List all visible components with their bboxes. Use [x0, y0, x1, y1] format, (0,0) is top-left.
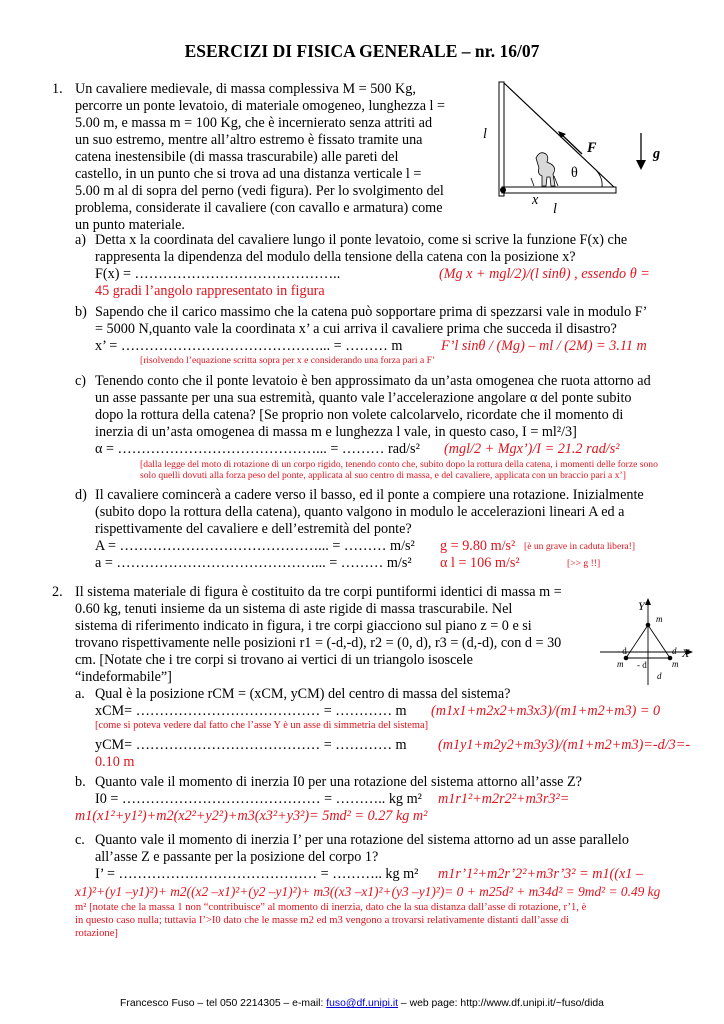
ex2-c-label: c. [75, 832, 85, 848]
ex1-d-question: (subito dopo la rottura della catena), quanto valgono in modulo le accelerazioni lineari A ed a [95, 504, 625, 520]
ex1-d-note-A: [è un grave in caduta libera!] [524, 541, 636, 552]
ex1-b-fill: x’ = ……………………………………... = ……… m [95, 338, 403, 354]
ex2-b-fill: I0 = …………………………………… = ……….. kg m² [95, 791, 422, 807]
ex2-c-question: Quanto vale il momento di inerzia I’ per una rotazione del sistema attorno ad un asse parallelo [95, 832, 629, 848]
ex1-c-question: un asse passante per una sua estremità, quanto vale l’accelerazione angolare α del ponte subito [95, 390, 632, 406]
ex2-c-fill: I’ = …………………………………… = ……….. kg m² [95, 866, 419, 882]
ex1-b-label: b) [75, 304, 87, 320]
ex2-a-answer-y-cont: 0.10 m [95, 754, 135, 770]
fig2-label-Y: Y [638, 599, 645, 613]
fig2-label-X: X [682, 646, 690, 660]
ex1-c-answer: (mgl/2 + Mgx’)/I = 21.2 rad/s² [444, 441, 620, 457]
ex1-c-note: solo quelli dovuti alla forza peso del ponte, applicata al suo centro di massa, e del cavaliere, applicata con un braccio pari a x’] [140, 470, 626, 481]
fig1-label-l-vertical: l [483, 126, 487, 142]
ex2-c-note: rotazione] [75, 928, 118, 939]
fig1-label-theta: θ [571, 165, 578, 181]
fig2-label-neg-d-top: - d [617, 646, 627, 656]
ex1-intro-line: un suo estremo, mentre all’altro estremo è fissato tramite una [75, 132, 423, 148]
ex1-a-question: rappresenta la dipendenza del modulo della tensione della catena con la posizione x? [95, 249, 576, 265]
fig1-label-x: x [532, 192, 539, 208]
ex2-intro-line: sistema di riferimento indicato in figura, i tre corpi giacciono sul piano z = 0 e si [75, 618, 532, 634]
page-title: ESERCIZI DI FISICA GENERALE – nr. 16/07 [184, 41, 540, 61]
ex1-a-label: a) [75, 232, 87, 248]
ex1-d-fill-a: a = ……………………………………... = ……… m/s² [95, 555, 412, 571]
ex1-intro-line: 5.00 m al di sopra del perno (vedi figura). Per lo svolgimento del [75, 183, 444, 199]
ex2-c-question: all’asse Z e passante per la posizione del corpo 1? [95, 849, 379, 865]
fig2-label-neg-d-bottom: - d [637, 660, 647, 670]
page-footer [0, 998, 724, 1009]
ex1-c-fill: α = ……………………………………... = ……… rad/s² [95, 441, 420, 457]
triangle-figure [590, 595, 700, 690]
ex1-intro-line: problema, considerate il cavaliere (con cavallo e armatura) come [75, 200, 443, 216]
ex1-a-answer-cont: 45 gradi l’angolo rappresentato in figura [95, 283, 325, 299]
ex1-d-question: Il cavaliere comincerà a cadere verso il basso, ed il ponte a compiere una rotazione. Inizialmente [95, 487, 644, 503]
chain [504, 83, 615, 188]
footer-email-link[interactable]: fuso@df.unipi.it [326, 998, 399, 1009]
fig2-label-m-left: m [617, 659, 624, 669]
ex2-b-label: b. [75, 774, 86, 790]
ex1-b-note: [risolvendo l’equazione scritta sopra per x e considerando una forza pari a F’ [140, 355, 436, 366]
ex1-a-answer: (Mg x + mgl/2)/(l sinθ) , essendo θ = [439, 266, 650, 282]
ex2-intro-line: trovano rispettivamente nelle posizioni r1 = (-d,-d), r2 = (0, d), r3 = (d,-d), con d = 30 [75, 635, 562, 651]
gravity-arrowhead-icon [636, 160, 646, 170]
ex1-d-answer-A: g = 9.80 m/s² [440, 538, 516, 554]
ex1-intro-line: Un cavaliere medievale, di massa complessiva M = 500 Kg, [75, 81, 416, 97]
fig2-label-m-right: m [672, 659, 679, 669]
fig2-label-d-right: d [672, 646, 677, 656]
ex1-c-question: dopo la rottura della catena? [Se proprio non volete calcolarvelo, ricordate che il momento di [95, 407, 624, 423]
fig1-label-l-horizontal: l [553, 201, 557, 217]
ex1-d-question: rispettivamente del cavaliere e dell’estremità del ponte? [95, 521, 412, 537]
ex2-a-fill-y: yCM= ………………………………… = ………… m [95, 737, 407, 753]
ex1-b-answer: F’l sinθ / (Mg) – ml / (2M) = 3.11 m [441, 338, 647, 354]
ex2-b-answer: m1r1²+m2r2²+m3r3²= [438, 791, 570, 807]
ex1-c-question: Tenendo conto che il ponte levatoio è ben approssimato da un’asta omogenea che ruota attorno ad [95, 373, 651, 389]
ex1-d-answer-a: α l = 106 m/s² [440, 555, 520, 571]
hinge-pivot [500, 187, 506, 193]
ex1-b-question: Sapendo che il carico massimo che la catena può sopportare prima di spezzarsi vale in modulo F’ [95, 304, 648, 320]
ex1-a-question: Detta x la coordinata del cavaliere lungo il ponte levatoio, come si scrive la funzione F(x) che [95, 232, 628, 248]
ex1-intro-line: percorre un ponte levatoio, di materiale omogeneo, lunghezza l = [75, 98, 446, 114]
ex2-a-label: a. [75, 686, 85, 702]
fig2-label-m-top: m [656, 614, 663, 624]
ex2-a-answer-x: (m1x1+m2x2+m3x3)/(m1+m2+m3) = 0 [431, 703, 661, 719]
ex1-intro-line: 5.00 m, e massa m = 100 Kg, che è incernierato senza attriti ad [75, 115, 433, 131]
ex2-number: 2. [52, 584, 63, 600]
ex2-c-answer-cont: x1)²+(y1 –y1)²)+ m2((x2 –x1)²+(y2 –y1)²)+ m3((x3 –x1)²+(y3 –y1)²)= 0 + m25d² + m34d² = 9md² = 0.49 kg [75, 884, 661, 899]
ex2-a-note: [come si poteva vedere dal fatto che l’asse Y è un asse di simmetria del sistema] [95, 720, 429, 731]
ex1-b-question: = 5000 N,quanto vale la coordinata x’ a cui arriva il cavaliere prima che succeda il disastro? [95, 321, 617, 337]
mass-2-point [646, 623, 651, 628]
ex2-b-question: Quanto vale il momento di inerzia I0 per una rotazione del sistema attorno all’asse Z? [95, 774, 582, 790]
ex1-intro-line: catena inestensibile (di massa trascurabile) alle pareti del [75, 149, 399, 165]
ex2-a-answer-y: (m1y1+m2y2+m3y3)/(m1+m2+m3)=-d/3=- [438, 737, 691, 753]
ex2-a-question: Qual è la posizione rCM = (xCM, yCM) del centro di massa del sistema? [95, 686, 511, 702]
castle-wall [499, 82, 504, 196]
y-axis-arrowhead-icon [645, 598, 651, 605]
ex1-number: 1. [52, 81, 63, 97]
ex2-a-fill-x: xCM= ………………………………… = ………… m [95, 703, 407, 719]
fig1-label-g: g [653, 146, 661, 162]
fig2-label-d-bottom: d [657, 671, 662, 681]
knight-icon [531, 153, 558, 186]
footer-contact: Francesco Fuso – tel 050 2214305 – e-mail: [120, 998, 327, 1009]
ex2-c-answer: m1r’1²+m2r’2²+m3r’3² = m1((x1 – [438, 866, 644, 882]
ex2-c-note: m² [notate che la massa 1 non “contribuisce” al momento di inerzia, dato che la sua distanza dall’asse di rotazione, r’1, è [75, 902, 587, 913]
ex1-d-fill-A: A = ……………………………………... = ……… m/s² [95, 538, 415, 554]
ex1-d-note-a: [>> g !!] [567, 558, 601, 569]
ex2-c-note: in questo caso nulla; tuttavia I’>I0 dato che le masse m2 ed m3 vengono a trovarsi relativamente distanti dall’asse di [75, 915, 570, 926]
ex1-a-fill: F(x) = …………………………………….. [95, 266, 341, 282]
ex1-intro-line: castello, in un punto che si trova ad una distanza verticale l = [75, 166, 422, 182]
ex1-c-note: [dalla legge del moto di rotazione di un corpo rigido, tenendo conto che, subito dopo la rottura della catena, i momenti delle forze sono [140, 459, 658, 470]
ex1-d-label: d) [75, 487, 87, 503]
bridge-beam [502, 187, 616, 193]
drawbridge-figure [478, 80, 678, 220]
ex2-intro-line: cm. [Notate che i tre corpi si trovano ai vertici di un triangolo isoscele [75, 652, 473, 668]
ex2-intro-line: Il sistema materiale di figura è costituito da tre corpi puntiformi identici di massa m = [75, 584, 562, 600]
ex1-intro-line: un punto materiale. [75, 217, 185, 233]
ex1-c-label: c) [75, 373, 87, 389]
ex2-intro-line: 0.60 kg, tenuti insieme da un sistema di aste rigide di massa trascurabile. Nel [75, 601, 513, 617]
ex2-intro-line: “indeformabile”] [75, 669, 172, 685]
ex1-c-question: inerzia di un’asta omogenea di massa m e lunghezza l vale, in questo caso, I = ml²/3] [95, 424, 577, 440]
ex2-b-answer-cont: m1(x1²+y1²)+m2(x2²+y2²)+m3(x3²+y3²)= 5md² = 0.27 kg m² [75, 808, 428, 824]
footer-webpage: – web page: http://www.df.unipi.it/~fuso/dida [398, 998, 604, 1009]
fig1-label-F: F [587, 140, 597, 156]
